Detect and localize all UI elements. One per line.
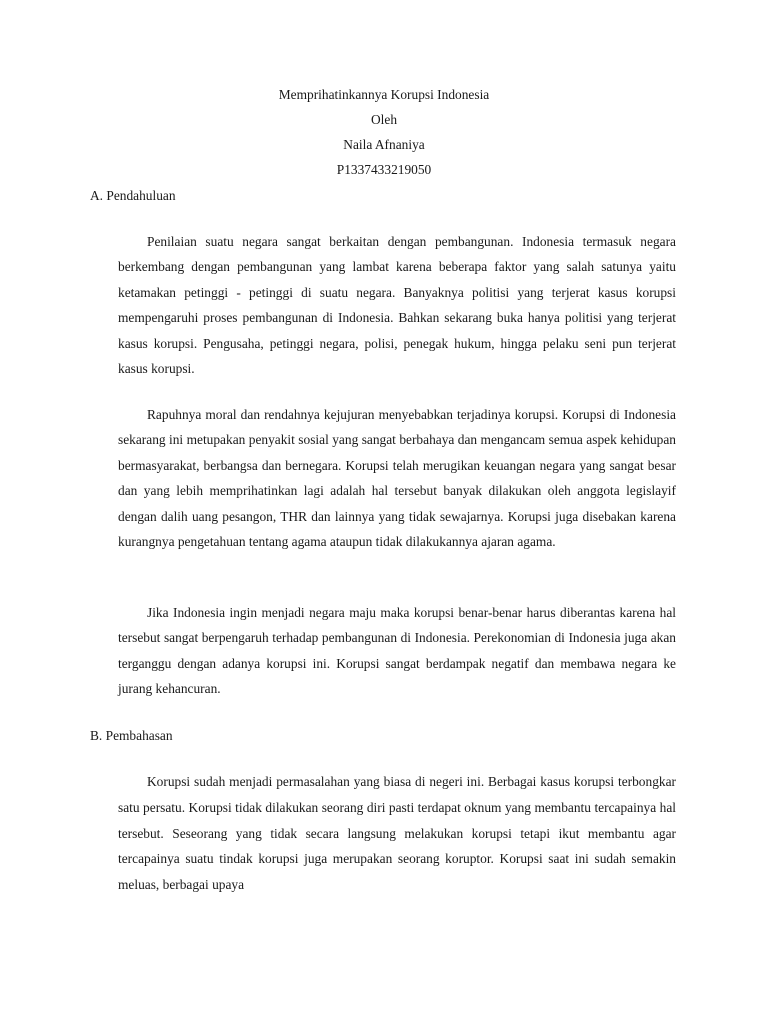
document-byline: Oleh [370,112,398,127]
paragraph: Korupsi sudah menjadi permasalahan yang biasa di negeri ini. Berbagai kasus korupsi terbongkar satu persatu. Korupsi tidak dilakukan seorang diri pasti terdapat oknum yang membantu tercapainya hal tersebut. Seseorang yang tidak secara langsung melakukan korupsi tetapi ikut membantu agar tercapainya suatu tindak korupsi juga merupakan seorang koruptor. Korupsi saat ini sudah semakin meluas, berbagai upaya [118,774,676,893]
paragraph: Jika Indonesia ingin menjadi negara maju maka korupsi benar-benar harus diberantas karena hal tersebut sangat berpengaruh terhadap pembangunan di Indonesia. Perekonomian di Indonesia juga akan terganggu dengan adanya korupsi ini. Korupsi sangat berdampak negatif dan membawa negara ke jurang kehancuran. [118,605,676,696]
author-name: Naila Afnaniya [343,137,425,152]
section-heading-pembahasan: B. Pembahasan [90,728,173,743]
document-title: Memprihatinkannya Korupsi Indonesia [278,87,490,102]
paragraph: Penilaian suatu negara sangat berkaitan dengan pembangunan. Indonesia termasuk negara berkembang dengan pembangunan yang lambat karena beberapa faktor yang salah satunya yaitu ketamakan petinggi - petinggi di suatu negara. Banyaknya politisi yang terjerat kasus korupsi mempengaruhi proses pembangunan di Indonesia. Bahkan sekarang buka hanya politisi yang terjerat kasus korupsi. Pengusaha, petinggi negara, polisi, penegak hukum, hingga pelaku seni pun terjerat kasus korupsi. [118,234,676,377]
section-heading-pendahuluan: A. Pendahuluan [90,188,176,203]
student-id: P1337433219050 [336,162,432,177]
paragraph: Rapuhnya moral dan rendahnya kejujuran menyebabkan terjadinya korupsi. Korupsi di Indonesia sekarang ini metupakan penyakit sosial yang sangat berbahaya dan mengancam semua aspek kehidupan bermasyarakat, berbangsa dan bernegara. Korupsi telah merugikan keuangan negara yang sangat besar dan yang lebih memprihatinkan lagi adalah hal tersebut banyak dilakukan oleh anggota legislayif dengan dalih uang pesangon, THR dan lainnya yang tidak sewajarnya. Korupsi juga disebakan karena kurangnya pengetahuan tentang agama ataupun tidak dilakukannya ajaran agama. [118,407,676,550]
